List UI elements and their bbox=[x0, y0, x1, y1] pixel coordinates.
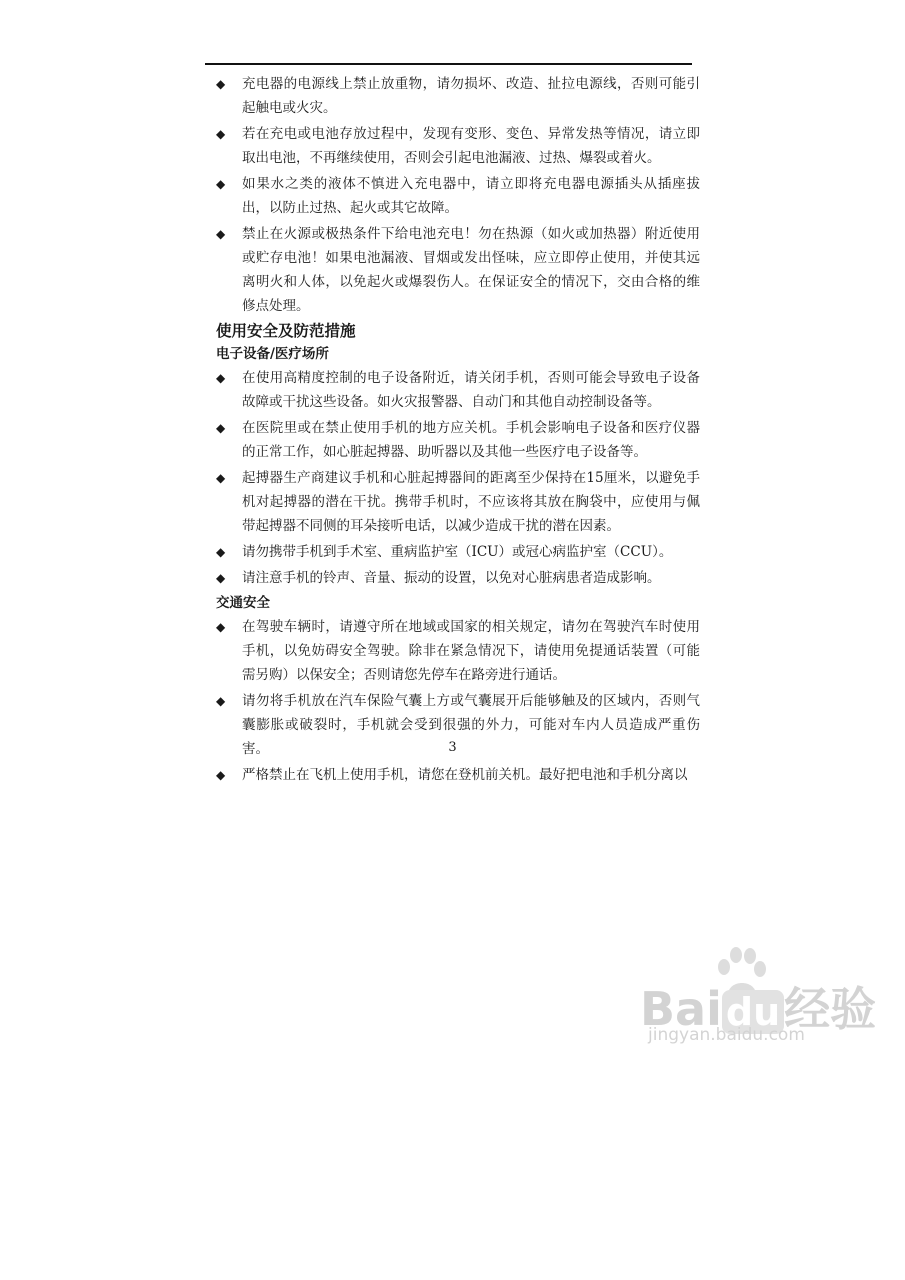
list-item-text: 在医院里或在禁止使用手机的地方应关机。手机会影响电子设备和医疗仪器的正常工作，如心脏起搏器、助听器以及其他一些医疗电子设备等。 bbox=[242, 420, 700, 460]
page-number: 3 bbox=[448, 740, 457, 755]
medical-heading: 电子设备/医疗场所 bbox=[216, 346, 329, 362]
watermark-logo-du: du bbox=[722, 990, 784, 1034]
diamond-bullet-icon: ◆ bbox=[216, 227, 226, 241]
charger-safety-list bbox=[216, 72, 700, 318]
diamond-bullet-icon: ◆ bbox=[216, 421, 226, 435]
list-item bbox=[216, 540, 700, 564]
list-item-text: 若在充电或电池存放过程中，发现有变形、变色、异常发热等情况，请立即取出电池，不再继续使用，否则会引起电池漏液、过热、爆裂或着火。 bbox=[242, 126, 700, 166]
list-item-text: 充电器的电源线上禁止放重物，请勿损坏、改造、扯拉电源线，否则可能引起触电或火灾。 bbox=[242, 76, 700, 116]
list-item bbox=[216, 466, 700, 538]
list-item-text: 请勿携带手机到手术室、重病监护室（ICU）或冠心病监护室（CCU）。 bbox=[242, 544, 673, 560]
list-item bbox=[216, 222, 700, 318]
diamond-bullet-icon: ◆ bbox=[216, 620, 226, 634]
list-item-text: 在驾驶车辆时，请遵守所在地域或国家的相关规定，请勿在驾驶汽车时使用手机，以免妨碍安全驾驶。除非在紧急情况下，请使用免提通话装置（可能需另购）以保安全；否则请您先停车在路旁进行通话。 bbox=[242, 619, 700, 683]
list-item-text: 请注意手机的铃声、音量、振动的设置，以免对心脏病患者造成影响。 bbox=[242, 570, 661, 586]
list-item bbox=[216, 566, 700, 590]
diamond-bullet-icon: ◆ bbox=[216, 77, 226, 91]
diamond-bullet-icon: ◆ bbox=[216, 694, 226, 708]
diamond-bullet-icon: ◆ bbox=[216, 371, 226, 385]
list-item-text: 严格禁止在飞机上使用手机，请您在登机前关机。最好把电池和手机分离以 bbox=[242, 767, 688, 783]
list-item bbox=[216, 416, 700, 464]
watermark-logo-bai: Bai bbox=[640, 982, 722, 1036]
diamond-bullet-icon: ◆ bbox=[216, 471, 226, 485]
list-item bbox=[216, 122, 700, 170]
diamond-bullet-icon: ◆ bbox=[216, 545, 226, 559]
document-body bbox=[216, 72, 700, 789]
watermark-logo-jingyan: 经验 bbox=[784, 982, 877, 1036]
list-item bbox=[216, 366, 700, 414]
list-item-text: 起搏器生产商建议手机和心脏起搏器间的距离至少保持在15厘米，以避免手机对起搏器的潜在干扰。携带手机时，不应该将其放在胸袋中，应使用与佩带起搏器不同侧的耳朵接听电话，以减少造成干扰的潜在因素。 bbox=[242, 470, 700, 534]
list-item bbox=[216, 172, 700, 220]
diamond-bullet-icon: ◆ bbox=[216, 127, 226, 141]
baidu-jingyan-watermark bbox=[640, 945, 890, 1045]
diamond-bullet-icon: ◆ bbox=[216, 177, 226, 191]
list-item-text: 如果水之类的液体不慎进入充电器中，请立即将充电器电源插头从插座拔出，以防止过热、起火或其它故障。 bbox=[242, 176, 700, 216]
list-item-text: 请勿将手机放在汽车保险气囊上方或气囊展开后能够触及的区域内，否则气囊膨胀或破裂时，手机就会受到很强的外力，可能对车内人员造成严重伤害。 bbox=[242, 693, 700, 757]
section-title: 使用安全及防范措施 bbox=[216, 321, 356, 340]
list-item bbox=[216, 763, 700, 787]
list-item-text: 在使用高精度控制的电子设备附近，请关闭手机，否则可能会导致电子设备故障或干扰这些设备。如火灾报警器、自动门和其他自动控制设备等。 bbox=[242, 370, 700, 410]
traffic-heading: 交通安全 bbox=[216, 595, 270, 611]
medical-list bbox=[216, 366, 700, 590]
list-item bbox=[216, 72, 700, 120]
header-rule bbox=[205, 63, 692, 65]
list-item bbox=[216, 615, 700, 687]
list-item-text: 禁止在火源或极热条件下给电池充电！勿在热源（如火或加热器）附近使用或贮存电池！如果电池漏液、冒烟或发出怪味，应立即停止使用，并使其远离明火和人体，以免起火或爆裂伤人。在保证安全的情况下，交由合格的维修点处理。 bbox=[242, 226, 700, 314]
traffic-list bbox=[216, 615, 700, 787]
diamond-bullet-icon: ◆ bbox=[216, 571, 226, 585]
diamond-bullet-icon: ◆ bbox=[216, 768, 226, 782]
watermark-url: jingyan.baidu.com bbox=[648, 1025, 805, 1045]
